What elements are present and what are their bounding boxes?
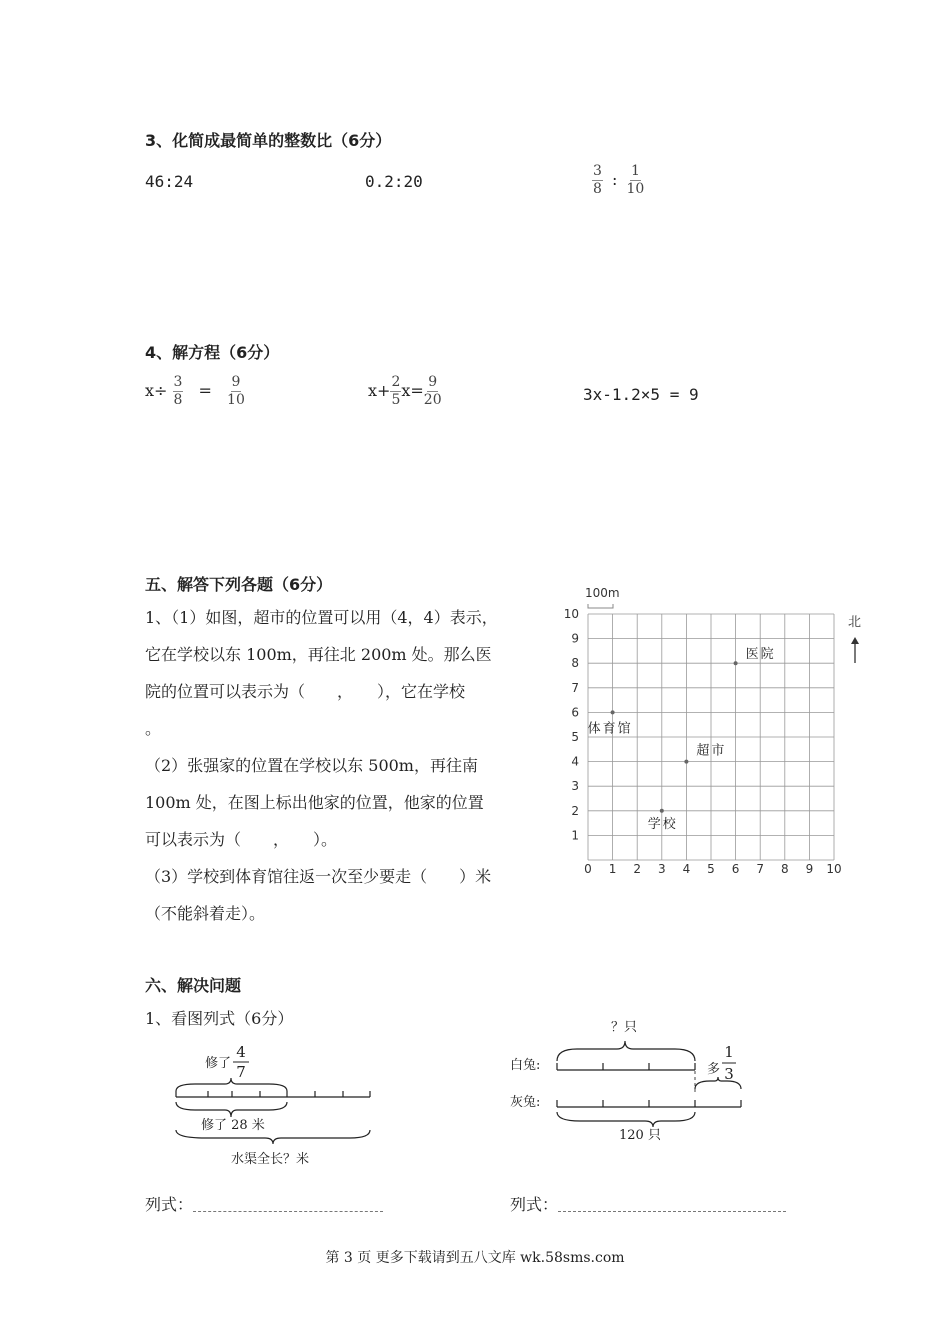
x-tick-label: 5 [707,862,715,876]
diagram2-bottom-label: 120 只 [619,1128,661,1143]
x-tick-label: 3 [657,862,666,876]
diagram2-side-brace [695,1077,741,1089]
y-axis-ticks [564,607,579,842]
diagram2-top-brace [557,1041,695,1061]
map-point [611,710,615,714]
equation-1: x÷ $\frac{3}{8}$ = $\frac{9}{10}$ [145,374,245,408]
map-point [684,760,688,764]
q2-line-2: 100m 处，在图上标出他家的位置，他家的位置 [145,793,484,812]
ratio-item-1: 46:24 [145,172,194,191]
x-tick-label: 4 [682,862,691,876]
answer-line-1[interactable] [193,1199,383,1212]
section6-q1-title: 1、看图列式（6分） [145,1009,294,1028]
map-point-label: 学校 [647,816,678,832]
map-point-label: 医院 [745,647,776,663]
q3-line-1: （3）学校到体育馆往返一次至少要走（ ）米 [145,867,492,886]
q1-line-4: 。 [145,719,162,738]
answer-row-1 [145,1192,383,1215]
diagram2-frac-num: 1 [724,1043,734,1061]
q3-line-2: （不能斜着走）。 [145,904,266,923]
grid-lines [588,614,834,860]
diagram1-ticks [176,1091,370,1097]
answer-row-2 [510,1192,786,1215]
y-tick-label: 6 [571,705,579,720]
y-tick-label: 2 [571,803,579,818]
q1-line-2: 它在学校以东 100m，再往北 200m 处。那么医 [145,645,492,664]
map-point-label: 超市 [696,743,727,759]
x-tick-label: 0 [584,862,592,876]
map-point [734,661,738,665]
diagram1-frac-num: 4 [236,1043,246,1061]
diagram1-mid-brace [176,1102,287,1117]
y-tick-label: 5 [571,730,579,744]
section3-title: 3、化简成最简单的整数比（6分） [145,131,392,150]
diagram2-frac-den: 3 [724,1065,734,1083]
map-point [660,809,664,813]
answer-line-2[interactable] [558,1199,786,1212]
answer-label-1: 列式： [145,1195,194,1214]
diagram1-top-brace [176,1078,287,1091]
diagram2-row2-bar [557,1100,741,1107]
answer-label-2: 列式： [510,1195,559,1214]
diagram2-row1-bar [557,1063,695,1070]
line-diagram-2 [505,1015,755,1145]
y-tick-label: 10 [563,607,579,621]
map-scale-bracket [588,604,613,608]
x-tick-label: 2 [633,862,642,876]
x-axis-ticks [584,862,841,876]
x-tick-label: 1 [608,862,617,876]
line-diagram-1 [165,1040,380,1175]
map-points [588,647,776,832]
diagram1-bottom-label: 水渠全长？米 [231,1152,310,1167]
section4-title: 4、解方程（6分） [145,343,280,362]
diagram2-top-label: ？只 [611,1020,638,1035]
diagram1-top-label: 修了 [205,1056,232,1071]
q2-line-3: 可以表示为（ ， ）。 [145,830,338,849]
x-tick-label: 6 [731,862,740,876]
x-tick-label: 9 [805,862,814,876]
diagram2-bottom-brace [557,1112,695,1127]
north-label: 北 [848,615,862,630]
diagram1-frac-den: 7 [236,1063,246,1081]
q1-line-1: 1、（1）如图，超市的位置可以用（4，4）表示， [145,608,498,627]
y-tick-label: 8 [571,656,579,671]
y-tick-label: 4 [571,754,579,769]
map-point-label: 体育馆 [587,721,633,737]
map-grid [560,580,880,885]
x-tick-label: 7 [756,862,765,876]
q1-line-3: 院的位置可以表示为（ ， ），它在学校 [145,682,466,701]
diagram1-mid-label: 修了 28 米 [201,1118,265,1133]
section5-questions [145,599,555,932]
section5-title: 五、解答下列各题（6分） [145,575,333,594]
q2-line-1: （2）张强家的位置在学校以东 500m，再往南 [145,756,478,775]
ratio-item-3: $\frac{3}{8}$ : $\frac{1}{10}$ [593,163,645,197]
y-tick-label: 1 [571,828,579,843]
diagram2-row2-label: 灰兔: [510,1095,541,1110]
diagram2-row1-label: 白兔: [510,1058,541,1073]
map-scale-label: 100m [585,586,620,600]
equation-3: 3x-1.2×5 = 9 [583,385,699,404]
x-tick-label: 10 [826,862,842,876]
y-tick-label: 7 [571,680,579,695]
equation-2: x+ $\frac{2}{5}$ x= $\frac{9}{20}$ [368,374,442,408]
ratio-item-2: 0.2:20 [365,172,423,191]
page-footer: 第 3 页 更多下载请到五八文库 wk.58sms.com [325,1250,625,1266]
north-arrowhead [851,637,859,644]
x-tick-label: 8 [780,862,789,876]
section6-title: 六、解决问题 [145,976,242,995]
diagram2-side-label: 多 [707,1062,721,1077]
y-tick-label: 9 [571,631,579,646]
y-tick-label: 3 [571,779,579,794]
